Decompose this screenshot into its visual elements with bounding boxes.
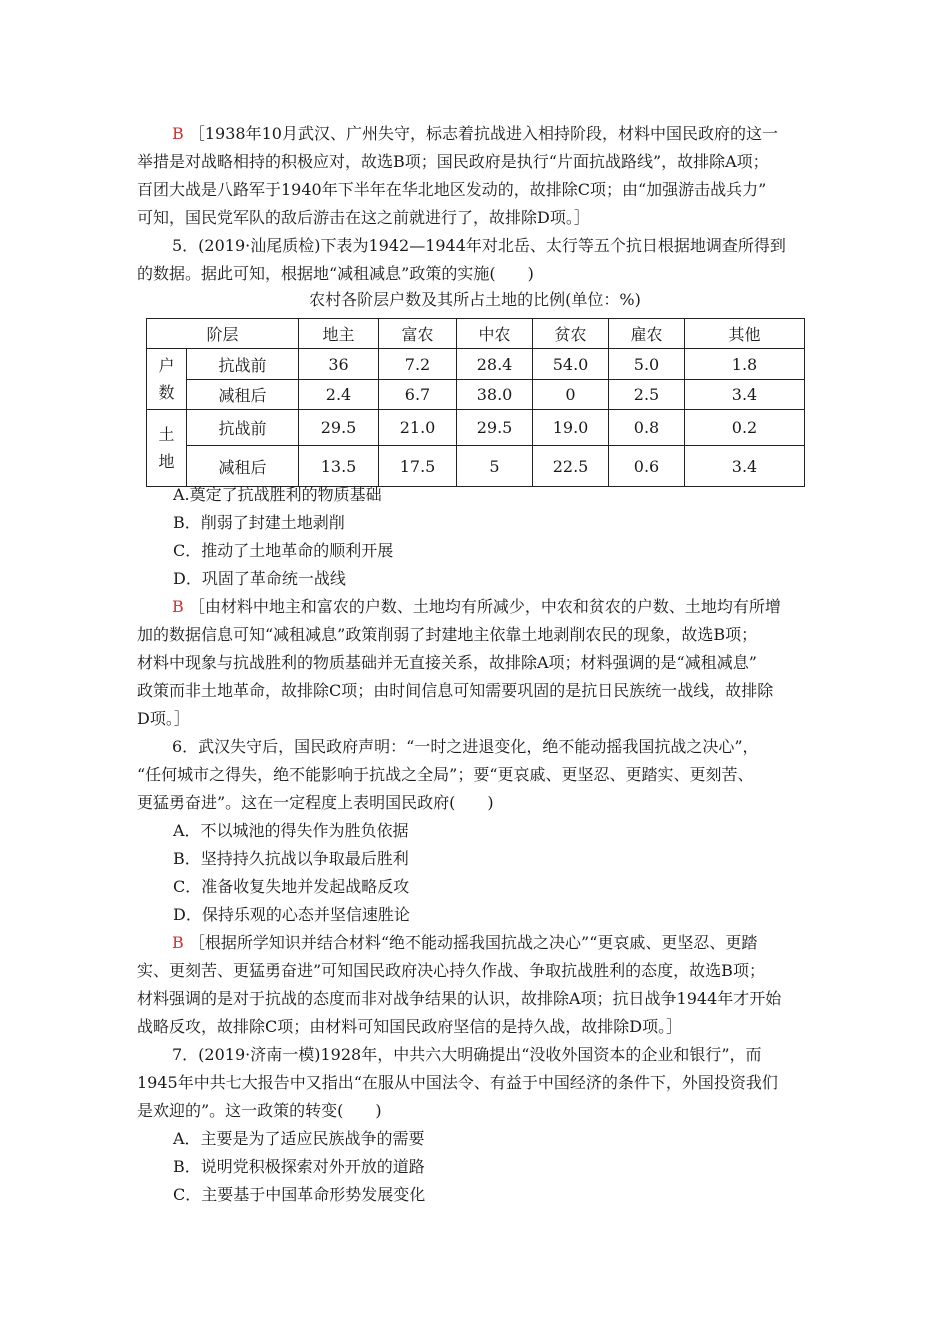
table-row bbox=[147, 446, 805, 487]
q5-answer-line-1: B ［由材料中地主和富农的户数、土地均有所减少，中农和贫农的户数、土地均有所增 bbox=[172, 597, 781, 616]
q4-answer-line-3: 百团大战是八路军于1940年下半年在华北地区发动的，故排除C项；由“加强游击战兵力” bbox=[137, 180, 767, 199]
table-cell: 29.5 bbox=[299, 410, 379, 446]
header-cell: 阶层 bbox=[147, 319, 299, 349]
q5-answer-line-4: 政策而非土地革命，故排除C项；由时间信息可知需要巩固的是抗日民族统一战线，故排除 bbox=[137, 681, 774, 700]
q7-option-c: C．主要基于中国革命形势发展变化 bbox=[173, 1185, 426, 1204]
table-cell: 5 bbox=[457, 446, 533, 487]
q7-option-a: A．主要是为了适应民族战争的需要 bbox=[173, 1129, 425, 1148]
q4-answer-line-2: 举措是对战略相持的积极应对，故选B项；国民政府是执行“片面抗战路线”，故排除A项； bbox=[137, 152, 769, 171]
table-cell: 22.5 bbox=[533, 446, 609, 487]
q6-stem-line-2: “任何城市之得失，绝不能影响于抗战之全局”；要“更哀戚、更坚忍、更踏实、更刻苦、 bbox=[137, 765, 754, 784]
table-cell: 5.0 bbox=[609, 349, 685, 380]
header-cell: 中农 bbox=[457, 319, 533, 349]
q5-option-b: B．削弱了封建土地剥削 bbox=[173, 513, 345, 532]
q7-stem-line-3: 是欢迎的”。这一政策的转变( ) bbox=[137, 1101, 382, 1120]
table-row bbox=[147, 349, 805, 380]
table-cell: 28.4 bbox=[457, 349, 533, 380]
q7-option-b: B．说明党积极探索对外开放的道路 bbox=[173, 1157, 425, 1176]
q5-answer-line-2: 加的数据信息可知“减租减息”政策削弱了封建地主依靠土地剥削农民的现象，故选B项； bbox=[137, 625, 758, 644]
q5-answer-line-3: 材料中现象与抗战胜利的物质基础并无直接关系，故排除A项；材料强调的是“减租减息” bbox=[137, 653, 757, 672]
table-cell: 1.8 bbox=[685, 349, 805, 380]
header-cell: 贫农 bbox=[533, 319, 609, 349]
table-cell: 6.7 bbox=[379, 380, 457, 410]
q6-option-d: D．保持乐观的心态并坚信速胜论 bbox=[173, 905, 410, 924]
q5-option-c: C．推动了土地革命的顺利开展 bbox=[173, 541, 394, 560]
table-cell: 0.2 bbox=[685, 410, 805, 446]
q6-stem-line-1: 6．武汉失守后，国民政府声明：“一时之进退变化，绝不能动摇我国抗战之决心”， bbox=[172, 737, 759, 756]
group-label-households: 户 数 bbox=[147, 349, 187, 410]
row-label: 抗战前 bbox=[187, 349, 299, 380]
table-header-row bbox=[147, 319, 805, 349]
table-cell: 19.0 bbox=[533, 410, 609, 446]
q5-answer-letter: B bbox=[172, 597, 184, 616]
table-cell: 0 bbox=[533, 380, 609, 410]
table-cell: 17.5 bbox=[379, 446, 457, 487]
table-caption: 农村各阶层户数及其所占土地的比例(单位：%) bbox=[309, 290, 641, 309]
q4-answer-line-4: 可知，国民党军队的敌后游击在这之前就进行了，故排除D项。］ bbox=[137, 208, 590, 227]
table-cell: 3.4 bbox=[685, 446, 805, 487]
row-label: 减租后 bbox=[187, 446, 299, 487]
q6-stem-line-3: 更猛勇奋进”。这在一定程度上表明国民政府( ) bbox=[137, 793, 494, 812]
q6-answer-line-2: 实、更刻苦、更猛勇奋进”可知国民政府决心持久作战、争取抗战胜利的态度，故选B项； bbox=[137, 961, 765, 980]
q5-option-a: A.奠定了抗战胜利的物质基础 bbox=[173, 485, 382, 504]
q4-answer-letter: B bbox=[172, 124, 184, 143]
header-cell: 雇农 bbox=[609, 319, 685, 349]
header-cell: 地主 bbox=[299, 319, 379, 349]
data-table bbox=[146, 318, 805, 487]
q6-answer-letter: B bbox=[172, 933, 184, 952]
q6-option-a: A．不以城池的得失作为胜负依据 bbox=[173, 821, 409, 840]
row-label: 减租后 bbox=[187, 380, 299, 410]
q4-answer-line-1: B ［1938年10月武汉、广州失守，标志着抗战进入相持阶段，材料中国民政府的这一 bbox=[172, 124, 778, 143]
header-cell: 富农 bbox=[379, 319, 457, 349]
table-cell: 29.5 bbox=[457, 410, 533, 446]
row-label: 抗战前 bbox=[187, 410, 299, 446]
table-cell: 2.5 bbox=[609, 380, 685, 410]
q7-stem-line-2: 1945年中共七大报告中又指出“在服从中国法令、有益于中国经济的条件下，外国投资我们 bbox=[137, 1073, 778, 1092]
q5-option-d: D．巩固了革命统一战线 bbox=[173, 569, 346, 588]
table-row bbox=[147, 410, 805, 446]
q6-answer-line-4: 战略反攻，故排除C项；由材料可知国民政府坚信的是持久战，故排除D项。］ bbox=[137, 1017, 683, 1036]
table-cell: 3.4 bbox=[685, 380, 805, 410]
q5-answer-line-5: D项。］ bbox=[137, 709, 190, 728]
q5-stem-line-2: 的数据。据此可知，根据地“减租减息”政策的实施( ) bbox=[137, 264, 534, 283]
table-cell: 21.0 bbox=[379, 410, 457, 446]
table-cell: 36 bbox=[299, 349, 379, 380]
q6-option-b: B．坚持持久抗战以争取最后胜利 bbox=[173, 849, 409, 868]
q6-option-c: C．准备收复失地并发起战略反攻 bbox=[173, 877, 410, 896]
table-cell: 38.0 bbox=[457, 380, 533, 410]
table-cell: 2.4 bbox=[299, 380, 379, 410]
table-cell: 0.6 bbox=[609, 446, 685, 487]
table-cell: 7.2 bbox=[379, 349, 457, 380]
table-cell: 54.0 bbox=[533, 349, 609, 380]
q6-answer-line-3: 材料强调的是对于抗战的态度而非对战争结果的认识，故排除A项；抗日战争1944年才开始 bbox=[137, 989, 782, 1008]
table-cell: 13.5 bbox=[299, 446, 379, 487]
header-cell: 其他 bbox=[685, 319, 805, 349]
q7-stem-line-1: 7．(2019·济南一模)1928年，中共六大明确提出“没收外国资本的企业和银行”，而 bbox=[172, 1045, 762, 1064]
q6-answer-line-1: B ［根据所学知识并结合材料“绝不能动摇我国抗战之决心”“更哀戚、更坚忍、更踏 bbox=[172, 933, 758, 952]
q5-stem-line-1: 5．(2019·汕尾质检)下表为1942—1944年对北岳、太行等五个抗日根据地调查所得到 bbox=[172, 236, 786, 255]
table-row bbox=[147, 380, 805, 410]
group-label-land: 土 地 bbox=[147, 410, 187, 487]
table-cell: 0.8 bbox=[609, 410, 685, 446]
